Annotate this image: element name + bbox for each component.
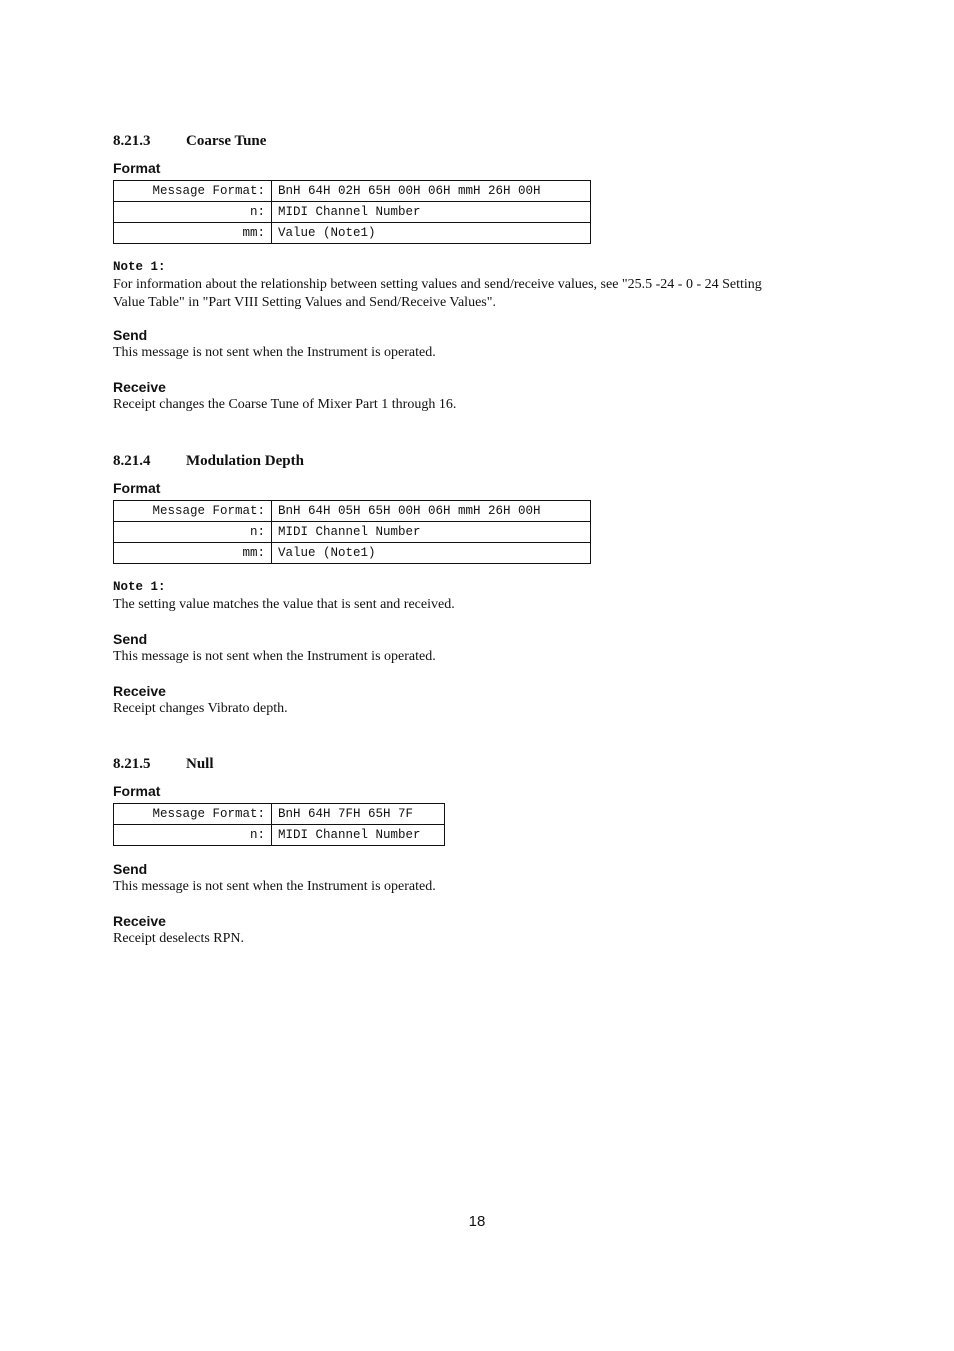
format-value: BnH 64H 7FH 65H 7F <box>272 804 445 825</box>
send-heading: Send <box>113 861 148 877</box>
send-text: This message is not sent when the Instrument is operated. <box>113 345 436 360</box>
receive-heading: Receive <box>113 913 166 929</box>
send-text: This message is not sent when the Instrument is operated. <box>113 879 436 894</box>
format-key: n: <box>114 522 272 543</box>
section-name: Null <box>186 756 214 772</box>
format-key: mm: <box>114 223 272 244</box>
table-row <box>114 181 591 202</box>
receive-text: Receipt deselects RPN. <box>113 931 245 946</box>
format-key: mm: <box>114 543 272 564</box>
page-number: 18 <box>468 1213 486 1230</box>
table-row <box>114 825 445 846</box>
note-label: Note 1: <box>113 260 166 274</box>
send-heading: Send <box>113 327 148 343</box>
section-name: Modulation Depth <box>186 453 304 469</box>
format-value: MIDI Channel Number <box>272 522 591 543</box>
receive-heading: Receive <box>113 379 166 395</box>
note-label: Note 1: <box>113 580 166 594</box>
table-row <box>114 223 591 244</box>
format-value: MIDI Channel Number <box>272 202 591 223</box>
table-row <box>114 501 591 522</box>
format-key: Message Format: <box>114 181 272 202</box>
format-key: n: <box>114 202 272 223</box>
note-text: For information about the relationship between setting values and send/receive values, see "25.5 -24 - 0 - 24 Setting Value Table" in "Part VIII Setting Values and Send/Receive Values". <box>113 277 762 310</box>
receive-text: Receipt changes Vibrato depth. <box>113 701 288 716</box>
table-row <box>114 543 591 564</box>
send-text: This message is not sent when the Instrument is operated. <box>113 649 436 664</box>
section-number: 8.21.3 <box>113 133 151 149</box>
format-key: Message Format: <box>114 501 272 522</box>
format-heading: Format <box>113 783 161 799</box>
format-value: BnH 64H 02H 65H 00H 06H mmH 26H 00H <box>272 181 591 202</box>
section-title <box>113 451 813 471</box>
format-value: Value (Note1) <box>272 223 591 244</box>
section-title <box>113 754 813 774</box>
section-name: Coarse Tune <box>186 133 267 149</box>
format-heading: Format <box>113 160 161 176</box>
table-row <box>114 522 591 543</box>
section-coarse-tune <box>113 131 813 414</box>
format-table <box>113 803 445 846</box>
format-value: Value (Note1) <box>272 543 591 564</box>
format-table <box>113 500 591 564</box>
section-modulation-depth <box>113 451 813 718</box>
send-heading: Send <box>113 631 148 647</box>
format-table <box>113 180 591 244</box>
table-row <box>114 202 591 223</box>
format-heading: Format <box>113 480 161 496</box>
section-null <box>113 754 813 948</box>
section-title <box>113 131 813 151</box>
format-key: n: <box>114 825 272 846</box>
receive-text: Receipt changes the Coarse Tune of Mixer Part 1 through 16. <box>113 397 457 412</box>
format-value: BnH 64H 05H 65H 00H 06H mmH 26H 00H <box>272 501 591 522</box>
table-row <box>114 804 445 825</box>
receive-heading: Receive <box>113 683 166 699</box>
format-value: MIDI Channel Number <box>272 825 445 846</box>
note-text: The setting value matches the value that is sent and received. <box>113 597 455 612</box>
format-key: Message Format: <box>114 804 272 825</box>
section-number: 8.21.5 <box>113 756 151 772</box>
section-number: 8.21.4 <box>113 453 151 469</box>
